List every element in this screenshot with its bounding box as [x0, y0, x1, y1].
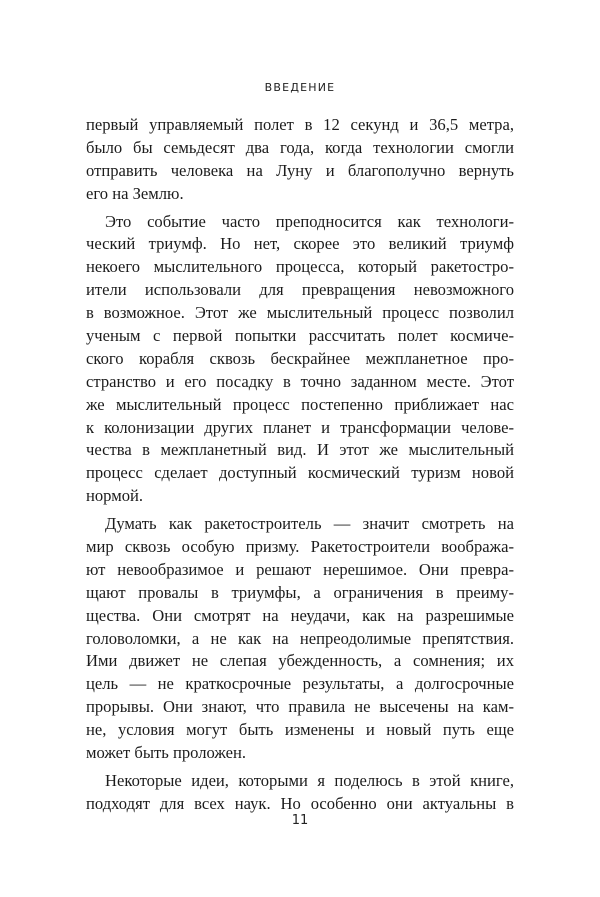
text-line: нормой.	[86, 486, 144, 506]
text-line: отправить человека на Луну и благополучно вернуть	[86, 160, 514, 180]
text-line: к колонизации других планет и трансформации челове-	[86, 417, 514, 437]
text-line: первый управляемый полет в 12 секунд и 36,5 метра,	[86, 115, 514, 134]
text-line: было бы семьдесят два года, когда технологии смогли	[86, 137, 514, 157]
text-line: Думать как ракетостроитель — значит смотреть на	[105, 514, 514, 534]
text-line: его на Землю.	[86, 183, 184, 203]
text-line: Это событие часто преподносится как технологи-	[105, 211, 514, 231]
text-line: ского корабля сквозь бескрайнее межпланетное про-	[86, 348, 514, 368]
body-text	[86, 114, 514, 816]
paragraph	[86, 114, 514, 206]
text-line: в возможное. Этот же мыслительный процесс позволил	[86, 303, 514, 323]
text-line: может быть проложен.	[86, 743, 247, 763]
text-line: ческий триумф. Но нет, скорее это великий триумф	[86, 234, 514, 254]
paragraph	[86, 513, 514, 765]
text-line: процесс сделает доступный космический туризм новой	[86, 463, 514, 483]
running-head: ВВЕДЕНИЕ	[264, 81, 336, 94]
text-line: ители использовали для превращения невозможного	[86, 280, 514, 300]
text-line: щества. Они смотрят на неудачи, как на разрешимые	[86, 605, 514, 625]
paragraph	[86, 770, 514, 816]
text-line: странство и его посадку в точно заданном месте. Этот	[86, 371, 514, 391]
text-line: головоломки, а не как на непреодолимые препятствия.	[86, 628, 514, 648]
text-line: чества в межпланетный вид. И этот же мыслительный	[86, 440, 514, 460]
text-line: ученым с первой попытки рассчитать полет космиче-	[86, 326, 514, 346]
text-line: некоего мыслительного процесса, который ракетостро-	[86, 257, 514, 277]
text-line: ют невообразимое и решают нерешимое. Они превра-	[86, 559, 514, 579]
text-line: щают провалы в триумфы, а ограничения в преиму-	[86, 582, 514, 602]
text-line: прорывы. Они знают, что правила не высечены на кам-	[86, 697, 514, 717]
text-line: Ими движет не слепая убежденность, а сомнения; их	[86, 651, 514, 671]
text-line: мир сквозь особую призму. Ракетостроители вообража-	[86, 537, 514, 557]
text-line: не, условия могут быть изменены и новый путь еще	[86, 720, 514, 740]
page-number: 11	[291, 813, 309, 828]
text-line: подходят для всех наук. Но особенно они актуальны в	[86, 793, 514, 813]
text-line: Некоторые идеи, которыми я поделюсь в этой книге,	[105, 770, 514, 790]
text-line: же мыслительный процесс постепенно приближает нас	[86, 394, 514, 414]
text-line: цель — не краткосрочные результаты, а долгосрочные	[86, 674, 514, 694]
paragraph	[86, 211, 514, 509]
